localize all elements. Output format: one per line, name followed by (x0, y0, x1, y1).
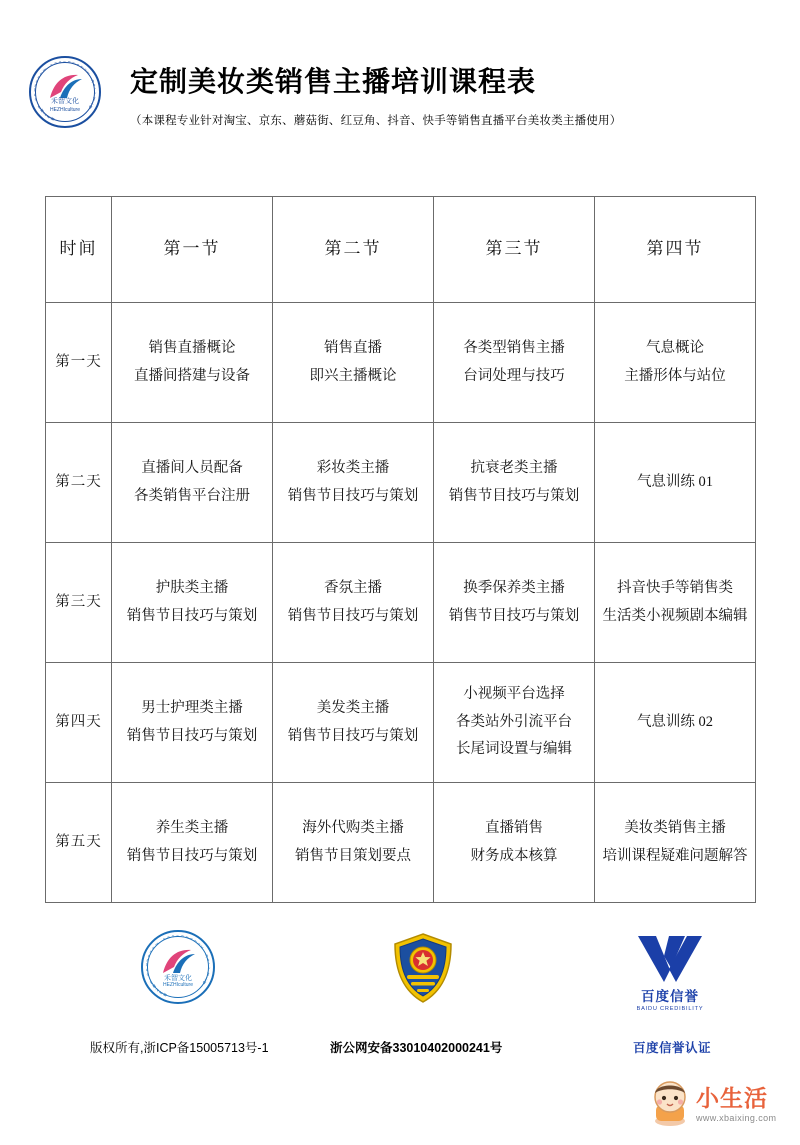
seal-swoosh-icon (48, 72, 86, 100)
cell-line: 销售节目技巧与策划 (287, 727, 419, 744)
table-cell-day2-period4 (595, 423, 756, 543)
document-header (0, 48, 800, 158)
cell-line: 销售节目技巧与策划 (126, 607, 258, 624)
table-row (46, 543, 756, 663)
title-block (130, 48, 621, 128)
table-cell-day2-period2 (273, 423, 434, 543)
page-title: 定制美妆类销售主播培训课程表 (130, 67, 537, 98)
cell-line: 男士护理类主播 (141, 699, 243, 716)
table-cell-day1-period3 (434, 303, 595, 423)
cell-line: 台词处理与技巧 (463, 367, 565, 384)
column-header-period-2: 第二节 (273, 197, 434, 303)
police-record-text: 浙公网安备33010402000241号 (330, 1041, 503, 1055)
cell-line: 销售节目技巧与策划 (287, 487, 419, 504)
table-cell-day1-period4 (595, 303, 756, 423)
cell-line: 美妆类销售主播 (624, 819, 726, 836)
row-day-label: 第五天 (46, 783, 112, 903)
cell-line: 直播间搭建与设备 (134, 367, 250, 384)
cell-line: 销售节目策划要点 (295, 847, 411, 864)
cell-line: 财务成本核算 (470, 847, 558, 864)
company-seal-small-icon (141, 930, 215, 1004)
seal-arc-text: H E Z H I c u l t u r a l c r e a t i v i t y C o . , L T D (33, 60, 97, 122)
table-row (46, 663, 756, 783)
cell-line: 各类站外引流平台 (456, 713, 572, 730)
cell-line: 销售节目技巧与策划 (126, 727, 258, 744)
cell-line: 销售直播概论 (148, 339, 236, 356)
cell-line: 各类型销售主播 (463, 339, 565, 356)
footer-police-badge (383, 930, 463, 1006)
table-cell-day3-period3 (434, 543, 595, 663)
table-cell-day4-period2 (273, 663, 434, 783)
seal-brand-en: HEZHIculture (49, 107, 80, 113)
row-day-label: 第三天 (46, 543, 112, 663)
cell-line: 气息训练 01 (636, 473, 714, 490)
copyright-text: 版权所有,浙ICP备15005713号-1 (90, 1041, 269, 1055)
table-cell-day2-period1 (112, 423, 273, 543)
table-cell-day3-period1 (112, 543, 273, 663)
table-row (46, 303, 756, 423)
table-cell-day4-period3 (434, 663, 595, 783)
table-row (46, 783, 756, 903)
table-cell-day5-period4 (595, 783, 756, 903)
cell-line: 抗衰老类主播 (470, 459, 558, 476)
baidu-badge-subtitle: BAIDU CREDIBILITY (636, 1006, 704, 1012)
column-header-period-4: 第四节 (595, 197, 756, 303)
police-emblem-icon (387, 930, 459, 1006)
document-footer (0, 930, 800, 1080)
table-header-row-group (46, 197, 756, 303)
cell-line: 海外代购类主播 (302, 819, 404, 836)
seal-small-swoosh-icon (161, 947, 199, 975)
watermark-title: 小生活 (696, 1085, 768, 1111)
seal-small-brand-cn: 禾智文化 (164, 975, 192, 982)
row-day-label: 第四天 (46, 663, 112, 783)
cell-line: 养生类主播 (155, 819, 229, 836)
page-subtitle: （本课程专业针对淘宝、京东、蘑菇街、红豆角、抖音、快手等销售直播平台美妆类主播使用） (130, 115, 622, 127)
schedule-table-container (45, 196, 755, 903)
table-cell-day3-period4 (595, 543, 756, 663)
seal-small-brand-en: HEZHIculture (162, 982, 193, 988)
table-cell-day1-period1 (112, 303, 273, 423)
cell-line: 销售直播 (324, 339, 382, 356)
watermark (648, 1079, 788, 1139)
footer-badges (0, 930, 800, 1030)
cell-line: 长尾词设置与编辑 (456, 741, 572, 758)
row-day-label: 第二天 (46, 423, 112, 543)
column-header-period-1: 第一节 (112, 197, 273, 303)
cell-line: 各类销售平台注册 (134, 487, 250, 504)
cell-line: 彩妆类主播 (316, 459, 390, 476)
baidu-badge-title: 百度信誉 (641, 989, 699, 1004)
cell-line: 直播间人员配备 (141, 459, 243, 476)
footer-baidu-badge (620, 932, 720, 1012)
table-cell-day3-period2 (273, 543, 434, 663)
table-cell-day1-period2 (273, 303, 434, 423)
table-cell-day4-period4 (595, 663, 756, 783)
table-row (46, 423, 756, 543)
table-cell-day5-period2 (273, 783, 434, 903)
seal-small-arc-text: H E Z H I c u l t u r a l c r e a t i v i t y C o . , L T D (145, 934, 211, 998)
column-header-period-3: 第三节 (434, 197, 595, 303)
schedule-table (45, 196, 756, 903)
cell-line: 培训课程疑难问题解答 (602, 847, 748, 864)
cell-line: 小视频平台选择 (463, 686, 565, 703)
cell-line: 抖音快手等销售类 (617, 579, 733, 596)
company-seal-logo-icon (29, 56, 101, 128)
cell-line: 换季保养类主播 (463, 579, 565, 596)
logo-container (0, 48, 130, 128)
cell-line: 气息概论 (646, 339, 704, 356)
baidu-certification-text: 百度信誉认证 (633, 1041, 712, 1055)
watermark-url: www.xbaixing.com (696, 1113, 777, 1123)
table-header-row (46, 197, 756, 303)
cell-line: 直播销售 (485, 819, 543, 836)
table-cell-day5-period1 (112, 783, 273, 903)
cell-line: 销售节目技巧与策划 (448, 607, 580, 624)
baidu-v-logo-icon (635, 932, 705, 984)
seal-brand-cn: 禾智文化 (51, 98, 79, 105)
table-cell-day4-period1 (112, 663, 273, 783)
watermark-mascot-icon (648, 1079, 692, 1127)
table-body (46, 303, 756, 903)
cell-line: 香氛主播 (324, 579, 382, 596)
table-cell-day5-period3 (434, 783, 595, 903)
cell-line: 主播形体与站位 (624, 367, 726, 384)
cell-line: 即兴主播概论 (309, 367, 397, 384)
cell-line: 销售节目技巧与策划 (448, 487, 580, 504)
cell-line: 美发类主播 (316, 699, 390, 716)
footer-text-lines (0, 1038, 800, 1068)
row-day-label: 第一天 (46, 303, 112, 423)
table-cell-day2-period3 (434, 423, 595, 543)
cell-line: 销售节目技巧与策划 (287, 607, 419, 624)
footer-company-seal (138, 930, 218, 1004)
cell-line: 销售节目技巧与策划 (126, 847, 258, 864)
cell-line: 气息训练 02 (636, 713, 714, 730)
column-header-time: 时间 (46, 197, 112, 303)
cell-line: 生活类小视频剧本编辑 (602, 607, 748, 624)
cell-line: 护肤类主播 (155, 579, 229, 596)
